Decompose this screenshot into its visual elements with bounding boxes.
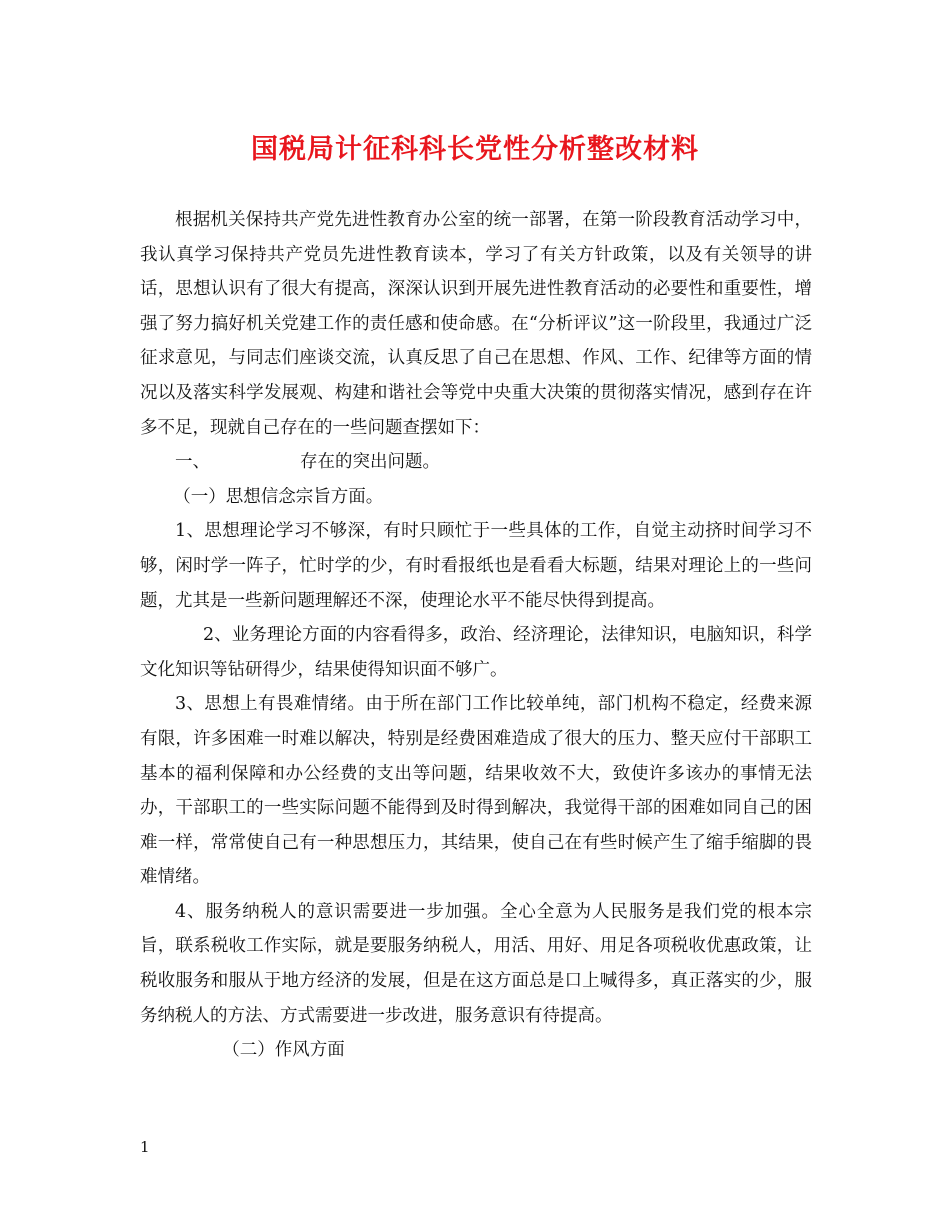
document-body	[140, 203, 812, 1068]
page-number: 1	[140, 1138, 150, 1156]
section-number: 一、	[175, 452, 210, 473]
section-heading-1	[140, 445, 812, 480]
paragraph-item-4: 4、服务纳税人的意识需要进一步加强。全心全意为人民服务是我们党的根本宗旨，联系税收工作实际，就是要服务纳税人，用活、用好、用足各项税收优惠政策，让税收服务和服从于地方经济的发展，但是在这方面总是口上喊得多，真正落实的少，服务纳税人的方法、方式需要进一步改进，服务意识有待提高。	[140, 901, 812, 1026]
paragraph-intro: 根据机关保持共产党先进性教育办公室的统一部署，在第一阶段教育活动学习中，我认真学习保持共产党员先进性教育读本，学习了有关方针政策，以及有关领导的讲话，思想认识有了很大有提高，深深认识到开展先进性教育活动的必要性和重要性，增强了努力搞好机关党建工作的责任感和使命感。在“分析评议”这一阶段里，我通过广泛征求意见，与同志们座谈交流，认真反思了自己在思想、作风、工作、纪律等方面的情况以及落实科学发展观、构建和谐社会等党中央重大决策的贯彻落实情况，感到存在许多不足，现就自己存在的一些问题查摆如下：	[140, 210, 812, 438]
section-title: 存在的突出问题。	[300, 452, 440, 473]
paragraph-item-3: 3、思想上有畏难情绪。由于所在部门工作比较单纯，部门机构不稳定，经费来源有限，许多困难一时难以解决，特别是经费困难造成了很大的压力、整天应付干部职工基本的福利保障和办公经费的支出等问题，结果收效不大，致使许多该办的事情无法办，干部职工的一些实际问题不能得到及时得到解决，我觉得干部的困难如同自己的困难一样，常常使自己有一种思想压力，其结果，使自己在有些时候产生了缩手缩脚的畏难情绪。	[140, 694, 812, 888]
subheading-2: （二）作风方面	[222, 1040, 345, 1061]
subheading-1: （一）思想信念宗旨方面。	[173, 486, 384, 507]
paragraph-item-2: 2、业务理论方面的内容看得多，政治、经济理论，法律知识，电脑知识，科学文化知识等钻研得少，结果使得知识面不够广。	[140, 625, 812, 680]
paragraph-item-1: 1、思想理论学习不够深，有时只顾忙于一些具体的工作，自觉主动挤时间学习不够，闲时学一阵子，忙时学的少，有时看报纸也是看看大标题，结果对理论上的一些问题，尤其是一些新问题理解还不深，使理论水平不能尽快得到提高。	[140, 521, 812, 611]
document-title: 国税局计征科科长党性分析整改材料	[251, 134, 699, 165]
